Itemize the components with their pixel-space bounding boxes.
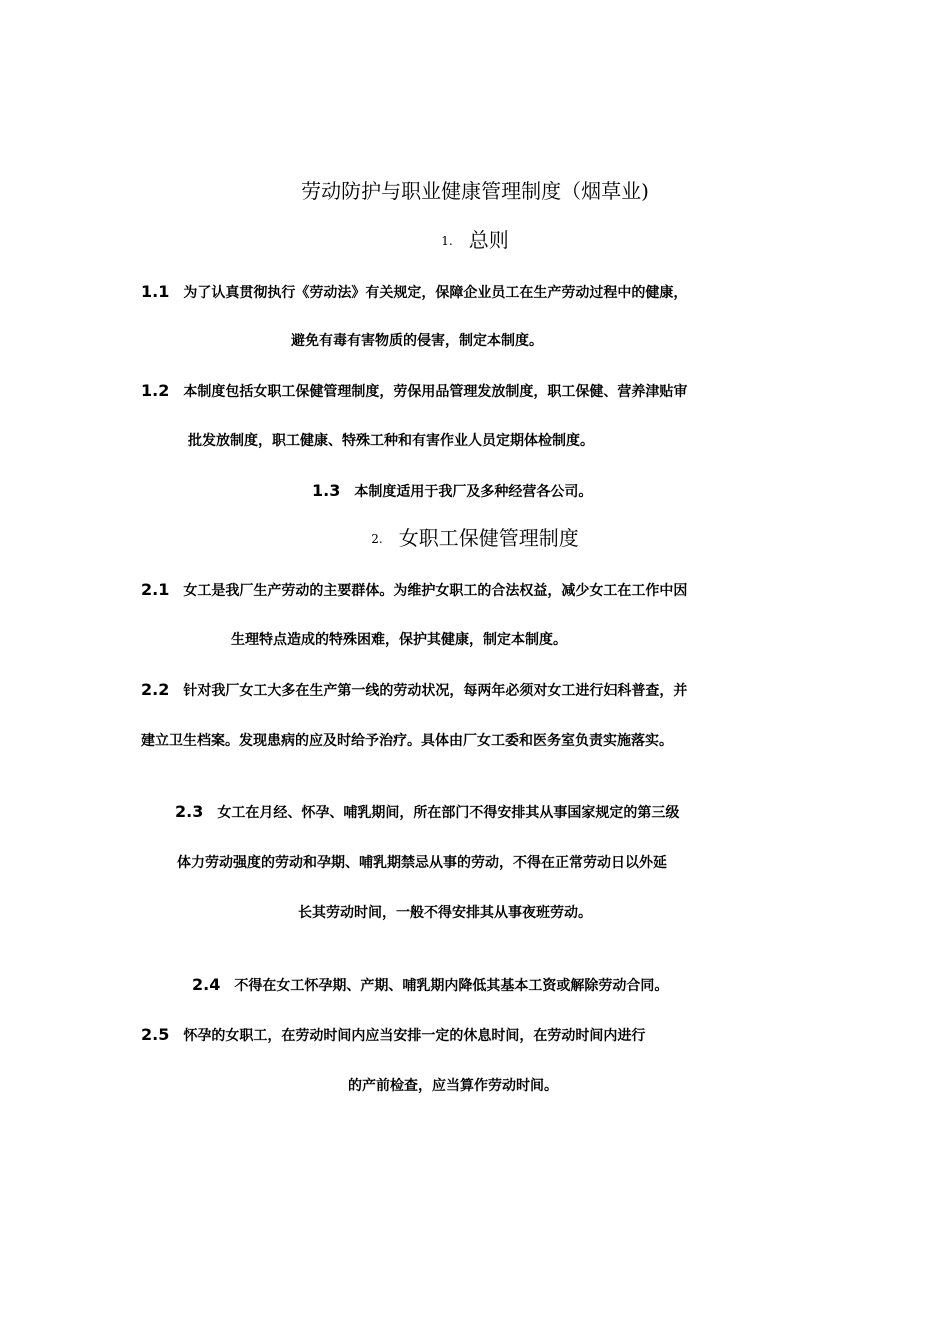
clause-number: 2.5 xyxy=(141,1025,170,1044)
clause-text: 为了认真贯彻执行《劳动法》有关规定，保障企业员工在生产劳动过程中的健康， xyxy=(183,285,688,301)
clause-2-3-line-1 xyxy=(175,801,679,824)
clause-text: 不得在女工怀孕期、产期、哺乳期内降低其基本工资或解除劳动合同。 xyxy=(234,978,669,994)
clause-number: 1.1 xyxy=(141,282,170,301)
clause-2-5-line-2: 的产前检查，应当算作劳动时间。 xyxy=(348,1078,558,1094)
clause-2-1-line-2: 生理特点造成的特殊困难，保护其健康，制定本制度。 xyxy=(231,632,567,648)
section-heading-general xyxy=(0,227,950,254)
clause-1-1-line-1 xyxy=(141,281,687,304)
section-heading-female-workers xyxy=(0,525,950,552)
clause-number: 2.2 xyxy=(141,680,170,699)
clause-number: 2.4 xyxy=(192,975,221,994)
clause-2-3-line-3: 长其劳动时间，一般不得安排其从事夜班劳动。 xyxy=(298,905,592,921)
clause-text: 怀孕的女职工，在劳动时间内应当安排一定的休息时间，在劳动时间内进行 xyxy=(183,1028,646,1044)
clause-2-5-line-1 xyxy=(141,1024,645,1047)
clause-number: 2.3 xyxy=(175,802,204,821)
clause-1-1-line-2: 避免有毒有害物质的侵害，制定本制度。 xyxy=(291,333,543,349)
section-title: 总则 xyxy=(468,228,509,252)
clause-number: 1.3 xyxy=(312,481,341,500)
clause-2-4-line-1 xyxy=(192,974,668,997)
clause-text: 本制度包括女职工保健管理制度，劳保用品管理发放制度，职工保健、营养津贴审 xyxy=(183,384,688,400)
clause-1-3-line-1 xyxy=(312,480,592,503)
clause-1-2-line-1 xyxy=(141,380,687,403)
section-number: 2. xyxy=(371,532,383,546)
clause-text: 女工在月经、怀孕、哺乳期间，所在部门不得安排其从事国家规定的第三级 xyxy=(217,805,680,821)
clause-text: 针对我厂女工大多在生产第一线的劳动状况，每两年必须对女工进行妇科普查，并 xyxy=(183,683,688,699)
clause-number: 2.1 xyxy=(141,580,170,599)
section-title: 女职工保健管理制度 xyxy=(398,526,579,550)
clause-number: 1.2 xyxy=(141,381,170,400)
document-title: 劳动防护与职业健康管理制度（烟草业) xyxy=(301,179,649,203)
clause-2-1-line-1 xyxy=(141,579,687,602)
clause-text: 女工是我厂生产劳动的主要群体。为维护女职工的合法权益，减少女工在工作中因 xyxy=(183,583,688,599)
section-number: 1. xyxy=(441,234,453,248)
clause-2-3-line-2: 体力劳动强度的劳动和孕期、哺乳期禁忌从事的劳动，不得在正常劳动日以外延 xyxy=(177,855,667,871)
clause-2-2-line-2: 建立卫生档案。发现患病的应及时给予治疗。具体由厂女工委和医务室负责实施落实。 xyxy=(141,733,673,749)
clause-1-2-line-2: 批发放制度，职工健康、特殊工种和有害作业人员定期体检制度。 xyxy=(188,433,594,449)
clause-2-2-line-1 xyxy=(141,679,687,702)
clause-text: 本制度适用于我厂及多种经营各公司。 xyxy=(354,484,593,500)
